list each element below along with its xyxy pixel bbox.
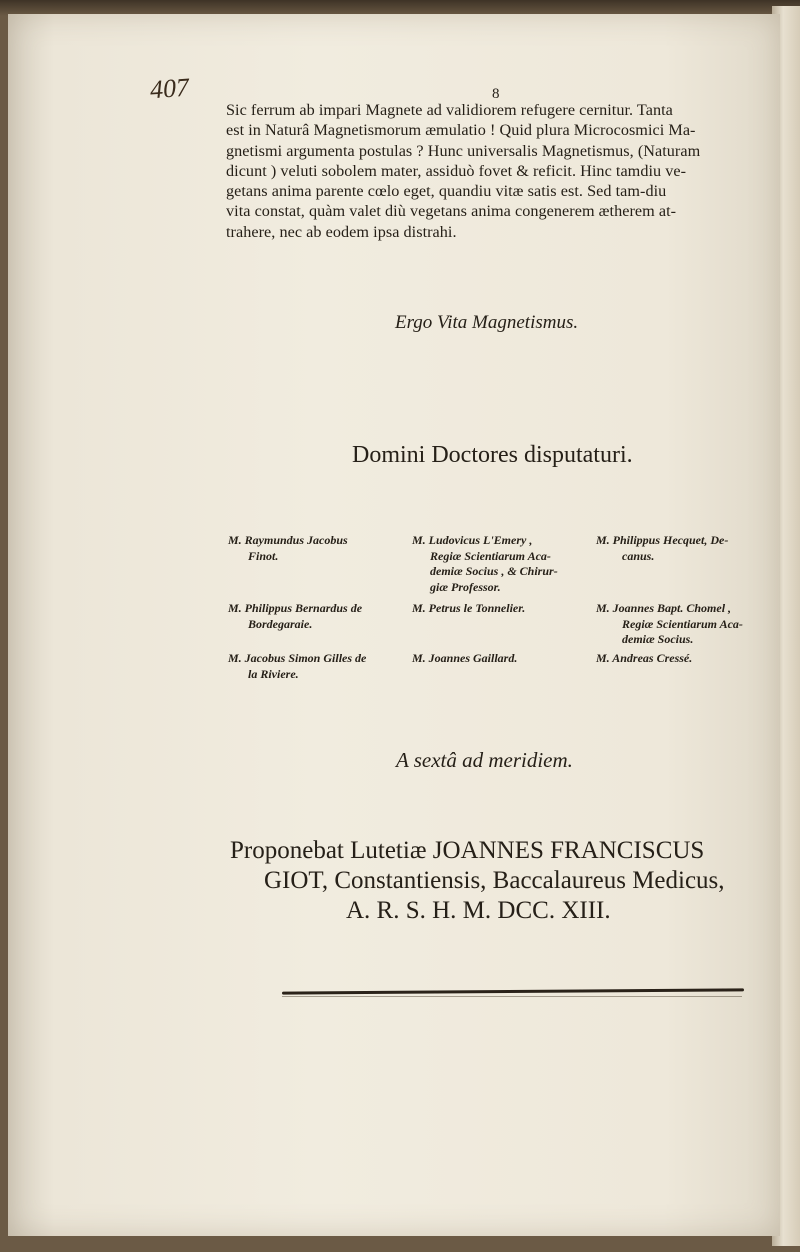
page-number: 8 <box>492 86 500 102</box>
doctor-entry: M. Philippus Bernardus de Bordegaraie. <box>228 601 363 631</box>
paragraph-line: getans anima parente cœlo eget, quandiu vitæ satis est. Sed tam-diu <box>226 182 667 201</box>
doctor-entry: M. Raymundus Jacobus Finot. <box>228 533 348 563</box>
doctor-entry: M. Ludovicus L'Emery , Regiæ Scientiarum Aca- demiæ Socius , & Chirur- giæ Professor. <box>412 533 558 594</box>
paragraph-line: gnetismi argumenta postulas ? Hunc universalis Magnetismus, (Naturam <box>226 141 701 160</box>
paragraph-line: est in Naturâ Magnetismorum æmulatio ! Quid plura Microcosmici Ma- <box>226 121 696 140</box>
handwritten-folio-number: 407 <box>149 72 190 105</box>
doctor-entry: M. Andreas Cressé. <box>596 651 693 665</box>
paragraph-line: dicunt ) veluti sobolem mater, assiduò fovet & reficit. Hinc tamdiu ve- <box>226 161 687 180</box>
closing-rule-shadow <box>282 996 742 997</box>
paragraph-line: trahere, nec ab eodem ipsa distrahi. <box>226 222 457 241</box>
doctor-entry: M. Philippus Hecquet, De- canus. <box>596 533 729 563</box>
paragraph-line: Sic ferrum ab impari Magnete ad validiorem refugere cernitur. Tanta <box>226 101 673 119</box>
proponebat-date: A. R. S. H. M. DCC. XIII. <box>346 897 611 924</box>
doctor-entry: M. Jacobus Simon Gilles de la Riviere. <box>228 651 367 681</box>
doctor-entry: M. Joannes Bapt. Chomel , Regiæ Scientiarum Aca- demiæ Socius. <box>596 601 743 646</box>
time-line: A sextâ ad meridiem. <box>396 748 573 772</box>
doctor-entry: M. Petrus le Tonnelier. <box>412 601 526 615</box>
proponebat-line-2: GIOT, Constantiensis, Baccalaureus Medicus, <box>264 867 725 894</box>
doctor-entry: M. Joannes Gaillard. <box>412 651 518 665</box>
doctors-heading: Domini Doctores disputaturi. <box>352 442 633 468</box>
body-paragraph <box>226 100 766 242</box>
proponebat-line-1: Proponebat Lutetiæ JOANNES FRANCISCUS <box>230 837 705 864</box>
conclusion-line: Ergo Vita Magnetismus. <box>395 312 579 333</box>
paragraph-line: vita constat, quàm valet diù vegetans anima congenerem ætherem at- <box>226 202 677 221</box>
